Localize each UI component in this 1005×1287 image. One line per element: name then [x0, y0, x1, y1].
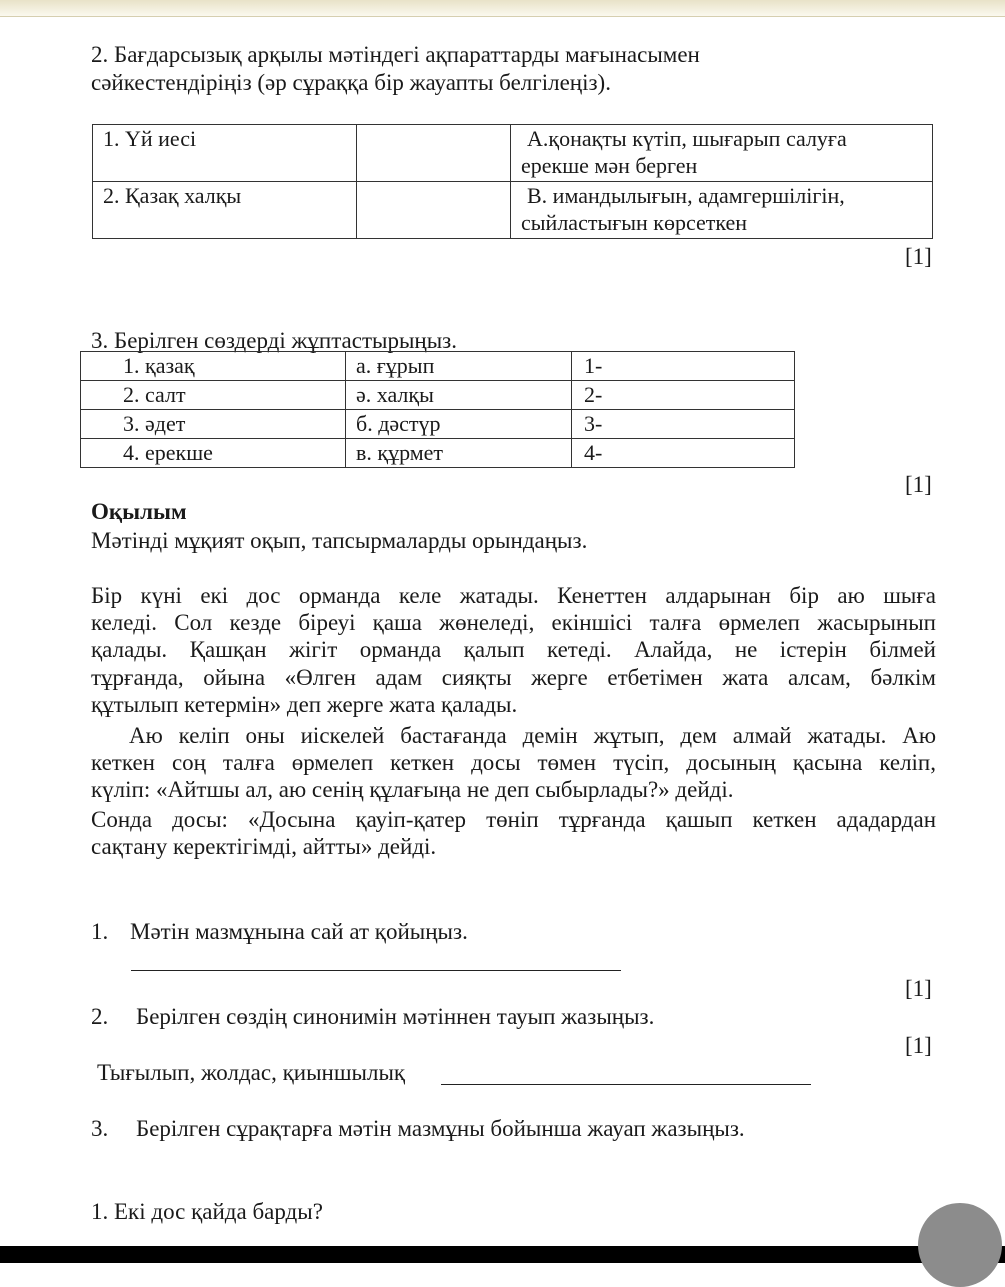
bottom-bar [0, 1246, 1005, 1263]
task2-right-line1: В. имандылығын, адамгершілігін, [527, 183, 845, 208]
question-1-number: 1. [91, 919, 109, 944]
window-top-bar [0, 0, 1005, 17]
question-2-score: [1] [905, 1033, 932, 1058]
task3-pair-cell: в. құрмет [346, 439, 572, 468]
table-row [93, 125, 933, 182]
question-2-number: 2. [91, 1004, 109, 1029]
question-3-text: Берілген сұрақтарға мәтін мазмұны бойынша жауап жазыңыз. [136, 1116, 745, 1141]
task2-right-cell [511, 182, 933, 239]
question-1-answer-line[interactable] [131, 948, 621, 971]
text-line: сақтану керектігімді, айтты» дейді. [91, 834, 437, 860]
table-row [81, 381, 795, 410]
table-row [93, 182, 933, 239]
text-line: келеді. Сол кезде біреуі қаша жөнеледі, екіншісі талға өрмелеп жасырынып [91, 610, 936, 636]
task2-right-line2: сыйластығын көрсеткен [521, 210, 748, 235]
text-line: құтылып кетермін» деп жерге жата қалады. [91, 691, 518, 717]
reading-paragraph-2 [91, 722, 936, 804]
task3-title: 3. Берілген сөздерді жұптастырыңыз. [91, 328, 458, 353]
question-2-words: Тығылып, жолдас, қиыншылық [97, 1060, 406, 1085]
table-row [81, 439, 795, 468]
task3-answer-cell[interactable]: 1- [572, 352, 795, 381]
reading-heading: Оқылым [91, 499, 187, 524]
task2-right-cell [511, 125, 933, 182]
task3-answer-cell[interactable]: 4- [572, 439, 795, 468]
task3-word-cell: 1. қазақ [81, 352, 346, 381]
question-1-text: Мәтін мазмұнына сай ат қойыңыз. [130, 919, 468, 944]
task2-title-line1: 2. Бағдарсызық арқылы мәтіндегі ақпараттарды мағынасымен [91, 42, 700, 67]
text-line: тұрғанда, ойына «Өлген адам сияқты жерге етбетімен жата алсам, бәлкім [91, 664, 936, 690]
question-2-text: Берілген сөздің синонимін мәтіннен тауып жазыңыз. [136, 1004, 655, 1029]
task3-pair-cell: а. ғұрып [346, 352, 572, 381]
sub-question-1: 1. Екі дос қайда барды? [91, 1199, 323, 1224]
task3-word-cell: 4. ерекше [81, 439, 346, 468]
text-line: Аю келіп оны иіскелей бастағанда демін жұтып, дем алмай жатады. Аю [129, 723, 936, 748]
task2-score: [1] [905, 244, 932, 269]
task2-left-cell: 2. Қазақ халқы [93, 182, 357, 239]
question-1-score: [1] [905, 976, 932, 1001]
text-line: Сонда досы: «Досына қауіп-қатер төніп тұрғанда қашып кеткен ададардан [91, 807, 936, 832]
text-line: қалады. Қашқан жігіт орманда қалып кетеді. Алайда, не істерін білмей [91, 637, 936, 663]
table-row [81, 410, 795, 439]
reading-paragraph-1 [91, 582, 936, 718]
floating-action-button[interactable] [918, 1203, 1002, 1287]
reading-instruction: Мәтінді мұқият оқып, тапсырмаларды орындаңыз. [91, 528, 588, 553]
task3-pairing-table [80, 351, 795, 468]
task2-middle-cell[interactable] [357, 125, 511, 182]
task2-right-line1: А.қонақты күтіп, шығарып салуға [527, 126, 847, 151]
task3-answer-cell[interactable]: 2- [572, 381, 795, 410]
task2-right-line2: ерекше мән берген [521, 153, 698, 178]
task3-answer-cell[interactable]: 3- [572, 410, 795, 439]
task3-score: [1] [905, 472, 932, 497]
task3-pair-cell: ә. халқы [346, 381, 572, 410]
task3-pair-cell: б. дәстүр [346, 410, 572, 439]
text-line: кеткен соң талға өрмелеп кеткен досы төмен түсіп, досының қасына келіп, [91, 750, 936, 776]
task2-middle-cell[interactable] [357, 182, 511, 239]
task2-matching-table [92, 124, 933, 239]
question-3-number: 3. [91, 1116, 109, 1141]
text-line: Бір күні екі дос орманда келе жатады. Кенеттен алдарынан бір аю шыға [91, 583, 936, 608]
task2-left-cell: 1. Үй иесі [93, 125, 357, 182]
text-line: күліп: «Айтшы ал, аю сенің құлағыңа не деп сыбырлады?» дейді. [91, 777, 734, 803]
task2-title-line2: сәйкестендіріңіз (әр сұраққа бір жауапты белгілеңіз). [91, 70, 611, 95]
reading-paragraph-3 [91, 806, 936, 860]
task3-word-cell: 3. әдет [81, 410, 346, 439]
table-row [81, 352, 795, 381]
question-2-answer-line[interactable] [441, 1062, 811, 1085]
task3-word-cell: 2. салт [81, 381, 346, 410]
